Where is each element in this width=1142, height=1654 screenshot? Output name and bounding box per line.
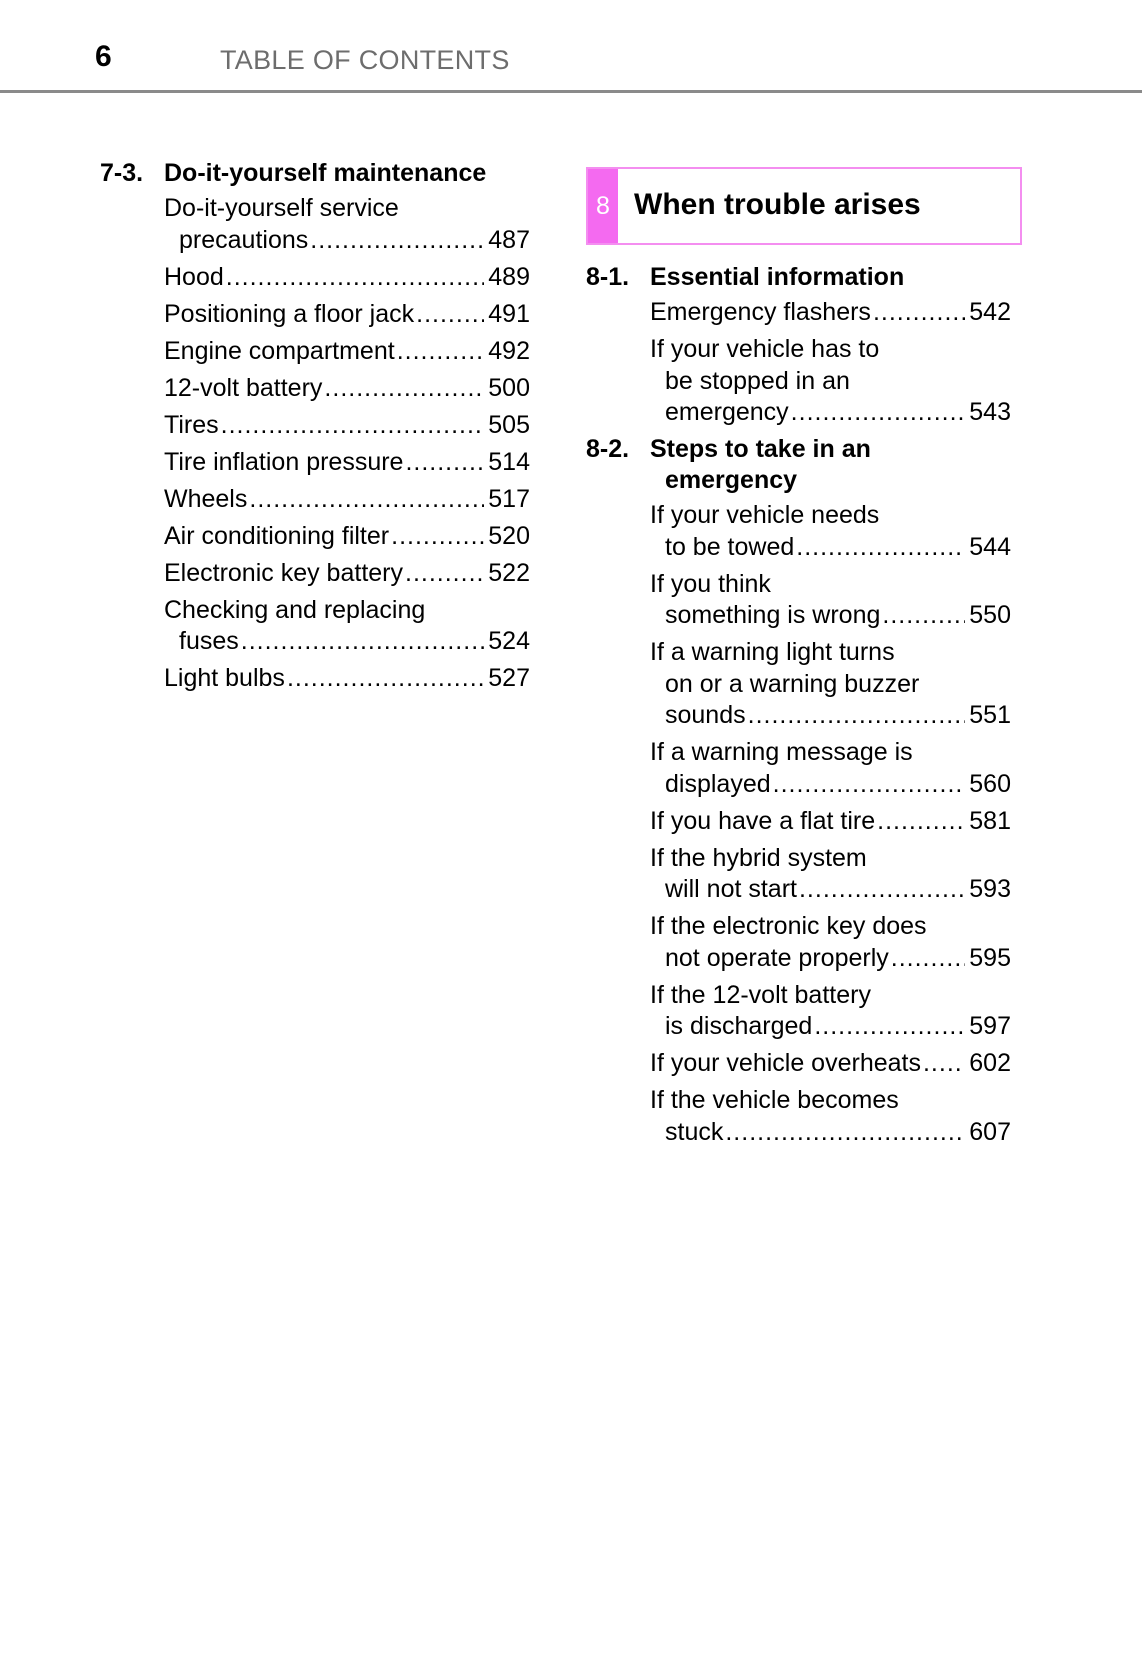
section-number: 8-2.	[586, 435, 630, 463]
entry-text: If your vehicle overheats	[650, 1049, 921, 1077]
toc-entry[interactable]	[100, 521, 530, 553]
entry-text: Do-it-yourself service	[164, 194, 399, 222]
dot-leader	[221, 410, 485, 442]
page-number-link[interactable]: 500	[488, 373, 530, 402]
entry-text: If the hybrid system	[650, 843, 867, 872]
page-number-link[interactable]: 487	[488, 225, 530, 254]
header-divider	[0, 90, 1142, 93]
page-number-link[interactable]: 581	[969, 806, 1011, 835]
dot-leader	[249, 484, 484, 516]
entry-text: Engine compartment	[164, 336, 395, 365]
toc-entry[interactable]	[586, 500, 1011, 563]
entry-text: displayed	[665, 769, 771, 798]
dot-leader	[796, 532, 965, 564]
section-heading	[100, 158, 530, 189]
entry-line	[650, 874, 1011, 906]
toc-entry[interactable]	[100, 193, 530, 256]
toc-entry[interactable]	[100, 484, 530, 516]
page-number-link[interactable]: 505	[488, 410, 530, 439]
page-number-link[interactable]: 527	[488, 664, 530, 692]
dot-leader	[773, 769, 966, 801]
page-number-link[interactable]: 542	[969, 298, 1011, 326]
entry-line	[650, 700, 1011, 732]
page-number-link[interactable]: 514	[488, 447, 530, 476]
entry-text: Air conditioning filter	[164, 521, 390, 550]
section-heading	[586, 262, 1011, 293]
entry-text: stuck	[665, 1117, 724, 1146]
header-title: TABLE OF CONTENTS	[220, 45, 510, 75]
page-number-link[interactable]: 597	[969, 1012, 1011, 1040]
entry-line	[650, 1117, 1011, 1149]
dot-leader	[397, 336, 485, 368]
entry-text: is discharged	[665, 1012, 813, 1040]
page-number-link[interactable]: 520	[488, 521, 530, 550]
toc-entry[interactable]	[586, 1048, 1011, 1080]
entry-text: Light bulbs	[164, 664, 285, 692]
entry-line	[164, 373, 530, 405]
dot-leader	[391, 521, 484, 553]
page-number-link[interactable]: 524	[488, 627, 530, 655]
entry-text: fuses	[179, 627, 239, 655]
toc-entry[interactable]	[100, 558, 530, 590]
entry-text: not operate properly	[665, 943, 889, 972]
page-number-link[interactable]: 595	[969, 943, 1011, 972]
entry-text: If the vehicle becomes	[650, 1086, 899, 1114]
dot-leader	[287, 663, 484, 695]
page-number: 6	[95, 40, 112, 73]
toc-entry[interactable]	[100, 447, 530, 479]
entry-text: on or a warning buzzer	[665, 669, 920, 698]
entry-text: If your vehicle has to	[650, 335, 880, 363]
dot-leader	[877, 806, 965, 838]
entry-line	[650, 397, 1011, 429]
toc-entry[interactable]	[100, 373, 530, 405]
entry-line	[164, 558, 530, 590]
page-number-link[interactable]: 560	[969, 769, 1011, 798]
toc-entry[interactable]	[586, 334, 1011, 429]
toc-entry[interactable]	[586, 737, 1011, 800]
entry-text: sounds	[665, 701, 746, 729]
page-number-link[interactable]: 522	[488, 558, 530, 587]
entry-line	[164, 447, 530, 479]
entry-line	[650, 600, 1011, 632]
entry-text: If you have a flat tire	[650, 806, 876, 835]
dot-leader	[241, 626, 485, 658]
page-number-link[interactable]: 489	[488, 262, 530, 291]
entry-line	[650, 943, 1011, 975]
entry-line	[164, 299, 530, 331]
entry-line	[650, 297, 1011, 329]
page-number-link[interactable]: 517	[488, 484, 530, 513]
dot-leader	[748, 700, 966, 732]
right-column	[586, 262, 1011, 1154]
toc-entry[interactable]	[100, 262, 530, 294]
toc-entry[interactable]	[100, 336, 530, 368]
chapter-title: When trouble arises	[634, 188, 921, 221]
entry-line	[650, 806, 1011, 838]
entry-text: If you think	[650, 569, 771, 598]
dot-leader	[416, 299, 484, 331]
dot-leader	[882, 600, 965, 632]
entry-text: Emergency flashers	[650, 298, 871, 326]
toc-entry[interactable]	[586, 843, 1011, 906]
entry-text: If a warning light turns	[650, 638, 895, 666]
entry-line	[164, 663, 530, 695]
toc-entry[interactable]	[100, 595, 530, 658]
entry-text: Tires	[164, 410, 219, 439]
entry-text: 12-volt battery	[164, 373, 323, 402]
entry-text: Tire inflation pressure	[164, 447, 404, 476]
page-number-link[interactable]: 543	[969, 398, 1011, 426]
toc-entry[interactable]	[586, 297, 1011, 329]
entry-text: Wheels	[164, 484, 248, 513]
section-title: Essential information	[650, 263, 905, 291]
dot-leader	[725, 1117, 965, 1149]
dot-leader	[799, 874, 965, 906]
toc-entry[interactable]	[586, 911, 1011, 974]
page-number-link[interactable]: 551	[969, 701, 1011, 729]
dot-leader	[226, 262, 485, 294]
entry-line	[164, 410, 530, 442]
dot-leader	[923, 1048, 965, 1080]
dot-leader	[405, 558, 484, 590]
entry-line	[164, 336, 530, 368]
entry-text: something is wrong	[665, 601, 881, 629]
entry-text: If the 12-volt battery	[650, 980, 871, 1009]
section-title: Do-it-yourself maintenance	[164, 159, 487, 187]
page-number-link[interactable]: 544	[969, 532, 1011, 561]
entry-text: will not start	[665, 875, 797, 903]
entry-text: If the electronic key does	[650, 912, 927, 940]
dot-leader	[310, 225, 484, 257]
entry-text: Positioning a floor jack	[164, 299, 415, 328]
section-number: 8-1.	[586, 263, 630, 291]
dot-leader	[405, 447, 484, 479]
section-heading	[586, 434, 1011, 496]
entry-text: If a warning message is	[650, 738, 913, 766]
toc-entry[interactable]	[100, 410, 530, 442]
entry-line	[164, 262, 530, 294]
dot-leader	[873, 297, 965, 329]
toc-entry[interactable]	[586, 1085, 1011, 1148]
page-number-link[interactable]: 602	[969, 1049, 1011, 1077]
page-number-link[interactable]: 607	[969, 1117, 1011, 1146]
toc-entry[interactable]	[586, 637, 1011, 732]
dot-leader	[814, 1011, 965, 1043]
entry-line	[650, 532, 1011, 564]
section-title: Steps to take in an	[650, 435, 871, 463]
entry-text: Electronic key battery	[164, 558, 403, 587]
page-number-link[interactable]: 492	[488, 336, 530, 365]
dot-leader	[891, 943, 966, 975]
section-title: emergency	[665, 466, 798, 494]
left-column	[100, 158, 530, 700]
entry-line	[650, 769, 1011, 801]
entry-line	[164, 521, 530, 553]
entry-line	[164, 626, 530, 658]
dot-leader	[791, 397, 966, 429]
chapter-banner[interactable]	[586, 167, 1022, 245]
section-number: 7-3.	[100, 159, 144, 187]
chapter-tab: 8	[588, 169, 618, 243]
toc-entry-list	[100, 193, 530, 695]
entry-line	[164, 225, 530, 257]
page-number-link[interactable]: 491	[488, 299, 530, 328]
entry-text: If your vehicle needs	[650, 501, 880, 529]
entry-line	[650, 1048, 1011, 1080]
entry-text: precautions	[179, 225, 309, 254]
page-number-link[interactable]: 593	[969, 875, 1011, 903]
dot-leader	[324, 373, 484, 405]
entry-text: Checking and replacing	[164, 595, 426, 624]
entry-text: to be towed	[665, 532, 795, 561]
toc-entry[interactable]	[586, 806, 1011, 838]
toc-entry[interactable]	[100, 299, 530, 331]
toc-entry[interactable]	[586, 569, 1011, 632]
entry-text: be stopped in an	[665, 366, 850, 395]
entry-line	[650, 1011, 1011, 1043]
toc-entry[interactable]	[100, 663, 530, 695]
toc-entry[interactable]	[586, 980, 1011, 1043]
entry-text: Hood	[164, 262, 224, 291]
page-number-link[interactable]: 550	[969, 601, 1011, 629]
entry-line	[164, 484, 530, 516]
entry-text: emergency	[665, 398, 789, 426]
